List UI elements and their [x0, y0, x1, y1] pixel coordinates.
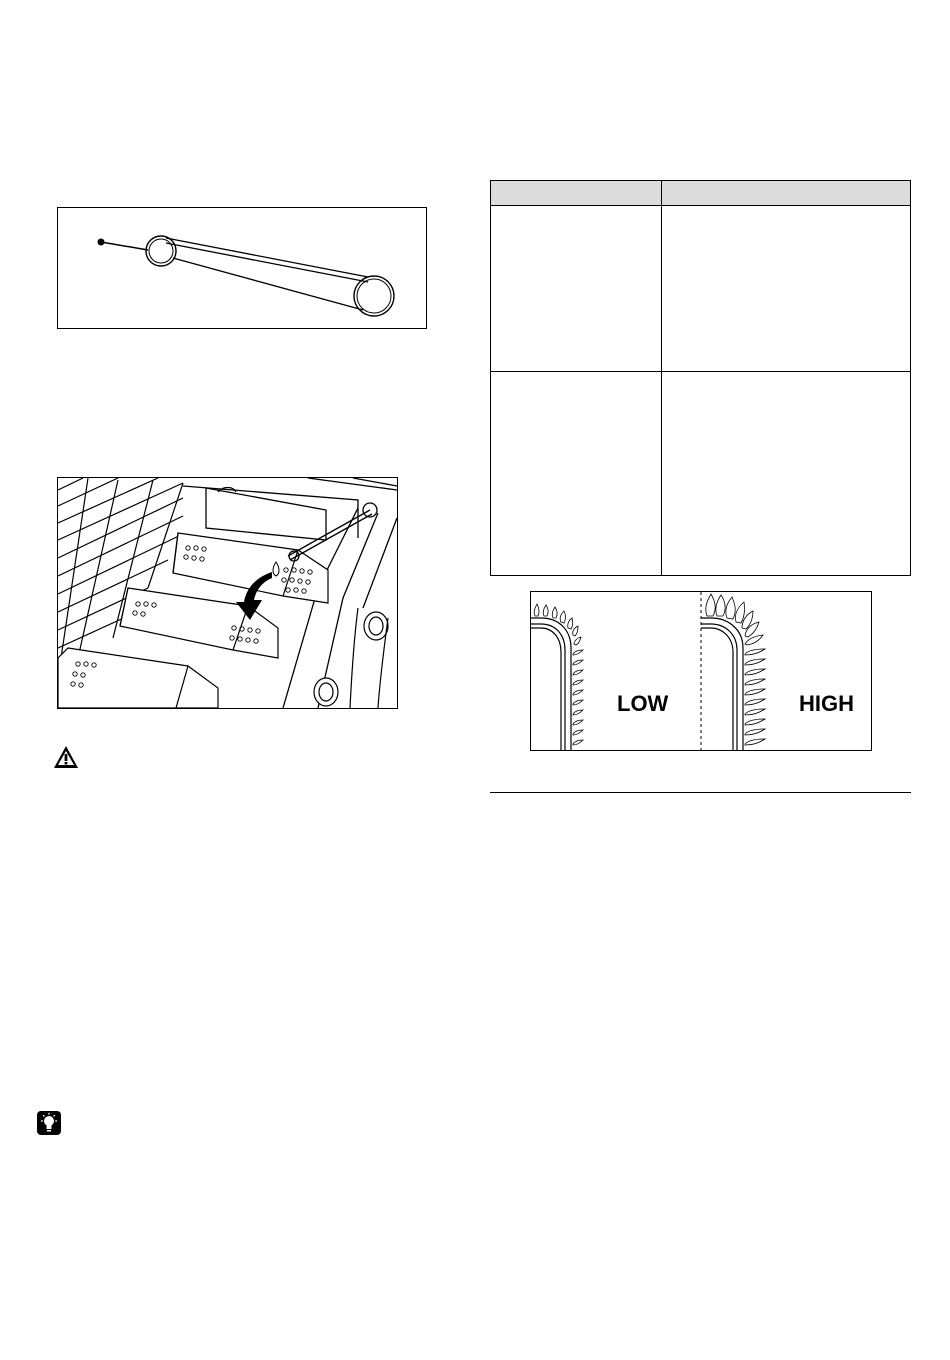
troubleshooting-table: [490, 180, 911, 576]
table-row: [491, 206, 911, 372]
high-label: HIGH: [799, 691, 854, 716]
table-row: [491, 372, 911, 576]
lightbulb-tip-icon: [37, 1111, 61, 1135]
table-cell: [662, 372, 911, 576]
match-holder-figure: [57, 207, 427, 329]
table-cell: [662, 206, 911, 372]
flame-height-figure: [530, 591, 872, 751]
table-cell: [491, 372, 662, 576]
section-divider: [490, 792, 911, 793]
low-label: LOW: [617, 691, 669, 716]
warning-triangle-icon: [53, 745, 79, 769]
high-flames: [706, 594, 765, 745]
table-header-cell: [491, 181, 662, 206]
low-flames: [534, 604, 583, 745]
grill-lighting-figure: [57, 477, 398, 709]
table-header-cell: [662, 181, 911, 206]
match-holder-drawing: [58, 208, 426, 328]
table-header-row: [491, 181, 911, 206]
grill-interior-drawing: [58, 478, 397, 708]
table-cell: [491, 206, 662, 372]
flame-burner-drawing: [531, 592, 871, 750]
